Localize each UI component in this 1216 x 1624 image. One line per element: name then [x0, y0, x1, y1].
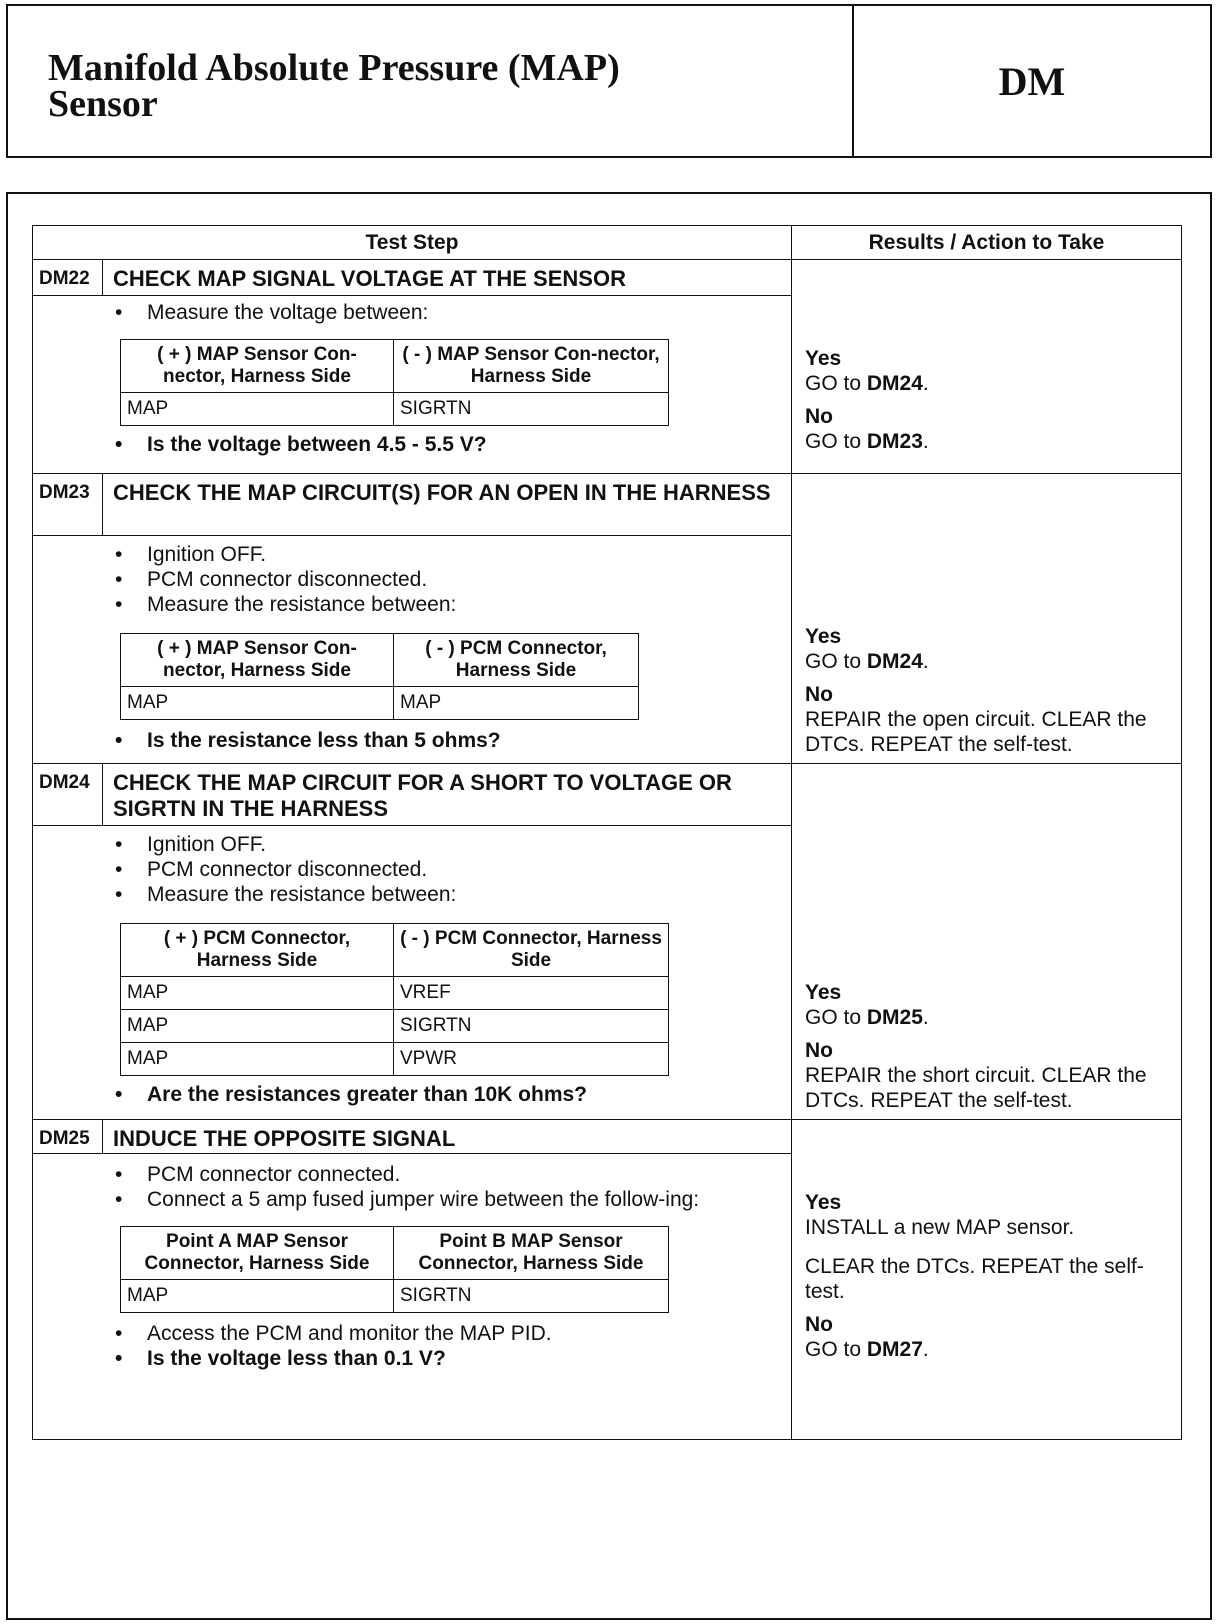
measurement-cell: VPWR [394, 1043, 669, 1076]
question-list [33, 1321, 791, 1371]
step-id: DM22 [33, 260, 103, 295]
yes-target-link[interactable]: DM25 [866, 1006, 923, 1029]
measurement-cell: MAP [121, 1010, 394, 1043]
measurement-table [120, 633, 639, 720]
question-list [33, 1082, 791, 1107]
instruction: • Measure the resistance between: [33, 882, 791, 907]
step-result [805, 980, 1173, 1113]
instruction: • Ignition OFF. [33, 832, 791, 857]
step-title: CHECK MAP SIGNAL VOLTAGE AT THE SENSOR [113, 266, 626, 291]
column-header-test-step: Test Step [32, 225, 792, 260]
instruction: • PCM connector connected. [33, 1162, 791, 1187]
instruction: • Measure the resistance between: [33, 592, 791, 617]
step-result [805, 1190, 1173, 1362]
instruction: • PCM connector disconnected. [33, 567, 791, 592]
test-step-dm24 [32, 764, 1182, 1120]
step-id: DM24 [33, 764, 103, 825]
test-step-dm22 [32, 260, 1182, 474]
column-header-results: Results / Action to Take [791, 225, 1182, 260]
yes-label: Yes [805, 625, 842, 648]
question-list [33, 432, 791, 457]
instruction-list [33, 542, 791, 617]
page-title [48, 47, 828, 125]
measurement-row [121, 393, 669, 426]
test-step-dm25 [32, 1120, 1182, 1440]
step-result [805, 346, 1173, 454]
step-question: • Is the voltage less than 0.1 V? [33, 1346, 791, 1371]
measurement-header: ( - ) MAP Sensor Con-nector, Harness Side [394, 340, 669, 393]
measurement-header: ( + ) PCM Connector, Harness Side [121, 924, 394, 977]
instruction: • Measure the voltage between: [33, 300, 791, 325]
step-header [33, 474, 792, 536]
yes-action: GO to DM24. [805, 372, 929, 395]
no-label: No [805, 405, 833, 428]
no-label: No [805, 1313, 833, 1336]
no-target-link[interactable]: DM23 [866, 430, 923, 453]
measurement-header: ( - ) PCM Connector, Harness Side [394, 924, 669, 977]
measurement-header: Point B MAP Sensor Connector, Harness Side [394, 1227, 669, 1280]
no-action: GO to DM23. [805, 430, 929, 453]
measurement-cell: VREF [394, 977, 669, 1010]
instruction: • Ignition OFF. [33, 542, 791, 567]
step-result [805, 624, 1173, 757]
yes-label: Yes [805, 1191, 842, 1214]
measurement-row [121, 977, 669, 1010]
measurement-row [121, 1280, 669, 1313]
yes-label: Yes [805, 981, 842, 1004]
yes-action: GO to DM25. [805, 1006, 929, 1029]
step-header [33, 764, 792, 826]
step-body [33, 826, 792, 1119]
yes-action: GO to DM24. [805, 650, 929, 673]
measurement-cell: MAP [121, 977, 394, 1010]
measurement-cell: MAP [121, 1280, 394, 1313]
yes-action-continued: CLEAR the DTCs. REPEAT the self-test. [805, 1255, 1144, 1303]
instruction-list [33, 832, 791, 907]
measurement-table [120, 1226, 669, 1313]
measurement-cell: SIGRTN [394, 393, 669, 426]
step-question: • Is the resistance less than 5 ohms? [33, 728, 791, 753]
no-action: GO to DM27. [805, 1338, 929, 1361]
step-title: INDUCE THE OPPOSITE SIGNAL [113, 1126, 456, 1151]
step-body [33, 296, 792, 473]
test-step-dm23 [32, 474, 1182, 764]
measurement-cell: SIGRTN [394, 1010, 669, 1043]
measurement-header: ( + ) MAP Sensor Con-nector, Harness Side [121, 634, 394, 687]
step-title: CHECK THE MAP CIRCUIT(S) FOR AN OPEN IN THE HARNESS [113, 480, 771, 505]
yes-action: INSTALL a new MAP sensor. [805, 1216, 1075, 1239]
measurement-table [120, 923, 669, 1076]
no-target-link[interactable]: DM27 [866, 1338, 923, 1361]
step-body [33, 536, 792, 763]
measurement-cell: MAP [121, 687, 394, 720]
measurement-cell: MAP [121, 1043, 394, 1076]
measurement-row [121, 1043, 669, 1076]
measurement-header: Point A MAP Sensor Connector, Harness Side [121, 1227, 394, 1280]
step-question: • Are the resistances greater than 10K ohms? [33, 1082, 791, 1107]
measurement-row [121, 687, 639, 720]
instruction-list [33, 300, 791, 325]
instruction: • Connect a 5 amp fused jumper wire between the follow-ing: [33, 1187, 791, 1212]
measurement-cell: SIGRTN [394, 1280, 669, 1313]
question-list [33, 728, 791, 753]
measurement-cell: MAP [121, 393, 394, 426]
no-label: No [805, 683, 833, 706]
no-action: REPAIR the open circuit. CLEAR the DTCs. REPEAT the self-test. [805, 708, 1147, 756]
yes-target-link[interactable]: DM24 [866, 372, 923, 395]
title-line-2: Sensor [48, 83, 158, 125]
step-title: CHECK THE MAP CIRCUIT FOR A SHORT TO VOLTAGE OR SIGRTN IN THE HARNESS [113, 770, 732, 821]
measurement-header: ( - ) PCM Connector, Harness Side [394, 634, 639, 687]
measurement-row [121, 1010, 669, 1043]
title-line-1: Manifold Absolute Pressure (MAP) [48, 47, 620, 89]
section-code: DM [998, 58, 1066, 104]
measurement-table [120, 339, 669, 426]
step-header [33, 1120, 792, 1154]
step-body [33, 1154, 792, 1439]
measurement-cell: MAP [394, 687, 639, 720]
yes-label: Yes [805, 347, 842, 370]
no-label: No [805, 1039, 833, 1062]
step-header [33, 260, 792, 296]
measurement-header: ( + ) MAP Sensor Con-nector, Harness Side [121, 340, 394, 393]
instruction-list [33, 1162, 791, 1212]
step-id: DM23 [33, 474, 103, 535]
yes-target-link[interactable]: DM24 [866, 650, 923, 673]
step-id: DM25 [33, 1120, 103, 1153]
document-header [6, 4, 1212, 158]
step-question: • Is the voltage between 4.5 - 5.5 V? [33, 432, 791, 457]
instruction: • Access the PCM and monitor the MAP PID. [33, 1321, 791, 1346]
instruction: • PCM connector disconnected. [33, 857, 791, 882]
no-action: REPAIR the short circuit. CLEAR the DTCs. REPEAT the self-test. [805, 1064, 1147, 1112]
